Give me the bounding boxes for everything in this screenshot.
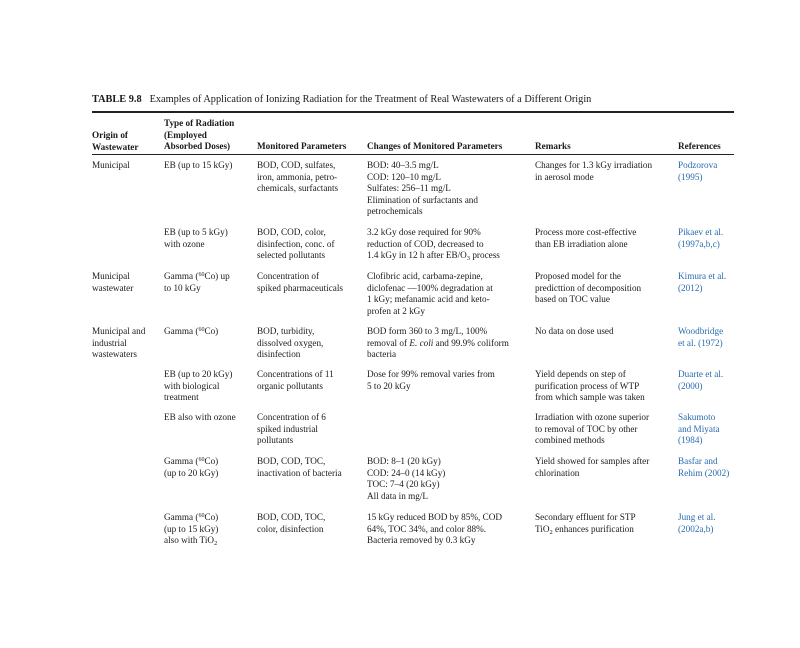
- header-type: Type of Radiation (Employed Absorbed Doses): [164, 118, 235, 151]
- cell-remarks: Secondary effluent for STP TiO$_2$ enhances purification: [535, 512, 636, 536]
- cell-reference-link[interactable]: Duarte et al. (2000): [678, 369, 724, 391]
- cell-remarks: Yield depends on step of purification process of WTP from which sample was taken: [535, 369, 645, 402]
- cell-reference-link[interactable]: Pikaev et al. (1997a,b,c): [678, 227, 724, 249]
- cell-changes: BOD form 360 to 3 mg/L, 100% removal of E. coli and 99.9% coliform bacteria: [367, 326, 509, 359]
- cell-type: EB (up to 15 kGy): [164, 160, 233, 170]
- cell-changes: BOD: 8–1 (20 kGy) COD: 24–0 (14 kGy) TOC: 7–4 (20 kGy) All data in mg/L: [367, 456, 446, 501]
- cell-type: Gamma ($^{60}$Co): [164, 326, 219, 336]
- cell-origin: Municipal wastewater: [92, 271, 134, 293]
- cell-type: Gamma ($^{60}$Co) (up to 15 kGy) also with TiO$_2$: [164, 512, 219, 547]
- cell-monitored: BOD, turbidity, dissolved oxygen, disinfection: [257, 326, 324, 359]
- cell-monitored: BOD, COD, TOC, inactivation of bacteria: [257, 456, 342, 478]
- cell-remarks: Irradiation with ozone superior to removal of TOC by other combined methods: [535, 412, 650, 445]
- table-title: Examples of Application of Ionizing Radiation for the Treatment of Real Wastewaters of a Different Origin: [149, 94, 592, 105]
- cell-type: EB also with ozone: [164, 412, 236, 422]
- cell-changes: 3.2 kGy dose required for 90% reduction of COD, decreased to 1.4 kGy in 12 h after $EB/O_3$ process: [367, 227, 500, 262]
- cell-origin: Municipal and industrial wastewaters: [92, 326, 146, 359]
- header-monitored: Monitored Parameters: [257, 141, 347, 151]
- table-top-rule: [92, 111, 734, 113]
- header-references: References: [678, 141, 721, 151]
- cell-monitored: BOD, COD, color, disinfection, conc. of selected pollutants: [257, 227, 335, 260]
- cell-changes: Clofibric acid, carbama-zepine, diclofenac —100% degradation at 1 kGy; mefanamic acid and keto- profen at 2 kGy: [367, 271, 493, 316]
- cell-remarks: No data on dose used: [535, 326, 614, 336]
- table-number: TABLE 9.8: [92, 94, 142, 105]
- header-rule: [92, 154, 734, 155]
- cell-monitored: Concentration of 6 spiked industrial pollutants: [257, 412, 326, 445]
- cell-changes: Dose for 99% removal varies from 5 to 20 kGy: [367, 369, 495, 391]
- table-caption: [92, 94, 591, 105]
- cell-type: EB (up to 5 kGy) with ozone: [164, 227, 228, 249]
- cell-type: Gamma ($^{60}$Co) up to 10 kGy: [164, 271, 230, 293]
- cell-remarks: Yield showed for samples after chlorination: [535, 456, 650, 478]
- cell-changes: 15 kGy reduced BOD by 85%, COD 64%, TOC 34%, and color 88%. Bacteria removed by 0.3 kGy: [367, 512, 502, 545]
- header-origin: Origin of Wastewater: [92, 130, 139, 152]
- cell-remarks: Process more cost-effective than EB irradiation alone: [535, 227, 637, 249]
- cell-remarks: Proposed model for the predicttion of decomposition based on TOC value: [535, 271, 642, 304]
- cell-type: EB (up to 20 kGy) with biological treatment: [164, 369, 233, 402]
- cell-monitored: BOD, COD, sulfates, iron, ammonia, petro- chemicals, surfactants: [257, 160, 339, 193]
- cell-reference-link[interactable]: Sakumoto and Miyata (1984): [678, 412, 720, 445]
- cell-reference-link[interactable]: Podzorova (1995): [678, 160, 718, 182]
- cell-reference-link[interactable]: Kimura et al. (2012): [678, 271, 727, 293]
- cell-monitored: BOD, COD, TOC, color, disinfection: [257, 512, 326, 534]
- cell-type: Gamma ($^{60}$Co) (up to 20 kGy): [164, 456, 219, 478]
- cell-monitored: Concentrations of 11 organic pollutants: [257, 369, 334, 391]
- cell-reference-link[interactable]: Basfar and Rehim (2002): [678, 456, 730, 478]
- header-remarks: Remarks: [535, 141, 571, 151]
- cell-reference-link[interactable]: Jung et al. (2002a,b): [678, 512, 716, 534]
- cell-monitored: Concentration of spiked pharmaceuticals: [257, 271, 343, 293]
- cell-changes: BOD: 40–3.5 mg/L COD: 120–10 mg/L Sulfates: 256–11 mg/L Elimination of surfactants and petrochemicals: [367, 160, 478, 216]
- cell-origin: Municipal: [92, 160, 130, 170]
- header-changes: Changes of Monitored Parameters: [367, 141, 503, 151]
- cell-reference-link[interactable]: Woodbridge et al. (1972): [678, 326, 724, 348]
- cell-remarks: Changes for 1.3 kGy irradiation in aerosol mode: [535, 160, 653, 182]
